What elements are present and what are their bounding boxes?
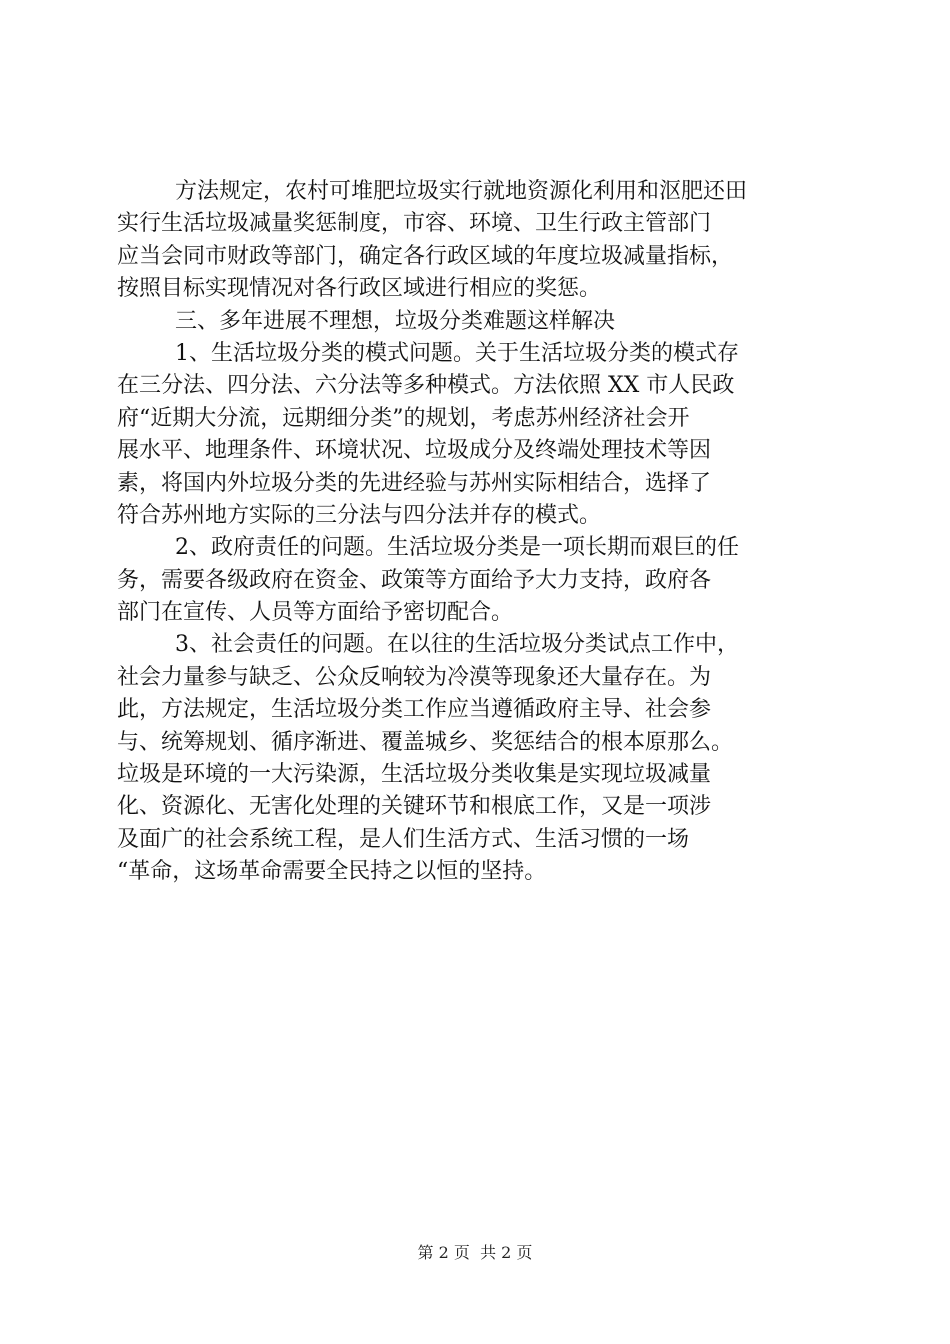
text-line: 三、多年进展不理想，垃圾分类难题这样解决 <box>175 308 616 334</box>
text-line: 及面广的社会系统工程，是人们生活方式、生活习惯的一场 <box>117 826 690 852</box>
text-line: 符合苏州地方实际的三分法与四分法并存的模式。 <box>117 502 602 528</box>
text-line: 在三分法、四分法、六分法等多种模式。方法依照 XX 市人民政 <box>117 373 735 399</box>
text-line: 化、资源化、无害化处理的关键环节和根底工作，又是一项涉 <box>117 794 712 820</box>
text-line: “革命，这场革命需要全民持之以恒的坚持。 <box>117 859 547 885</box>
text-line: 素，将国内外垃圾分类的先进经验与苏州实际相结合，选择了 <box>117 470 712 496</box>
text-line: 此，方法规定，生活垃圾分类工作应当遵循政府主导、社会参 <box>117 697 712 723</box>
text-line: 方法规定，农村可堆肥垃圾实行就地资源化利用和沤肥还田 <box>175 179 748 204</box>
text-line: 与、统筹规划、循序渐进、覆盖城乡、奖惩结合的根本原那么。 <box>117 729 734 755</box>
text-line: 展水平、地理条件、环境状况、垃圾成分及终端处理技术等因 <box>117 438 712 464</box>
text-line: 实行生活垃圾减量奖惩制度，市容、环境、卫生行政主管部门 <box>117 211 712 237</box>
page-footer: 第 2 页 共 2 页 <box>417 1243 533 1262</box>
text-line: 按照目标实现情况对各行政区域进行相应的奖惩。 <box>117 276 602 302</box>
document-body <box>117 176 837 889</box>
text-line: 务，需要各级政府在资金、政策等方面给予大力支持，政府各 <box>117 567 712 593</box>
text-line: 3、社会责任的问题。在以往的生活垃圾分类试点工作中， <box>175 632 739 658</box>
text-line: 应当会同市财政等部门，确定各行政区域的年度垃圾减量指标， <box>117 243 734 269</box>
text-line: 1、生活垃圾分类的模式问题。关于生活垃圾分类的模式存 <box>175 340 739 366</box>
text-line: 府“近期大分流，远期细分类”的规划，考虑苏州经济社会开 <box>117 405 690 431</box>
text-line: 垃圾是环境的一大污染源，生活垃圾分类收集是实现垃圾减量 <box>117 762 712 788</box>
text-line: 部门在宣传、人员等方面给予密切配合。 <box>117 600 514 626</box>
text-line: 社会力量参与缺乏、公众反响较为冷漠等现象还大量存在。为 <box>117 664 712 690</box>
text-line: 2、政府责任的问题。生活垃圾分类是一项长期而艰巨的任 <box>175 535 739 561</box>
